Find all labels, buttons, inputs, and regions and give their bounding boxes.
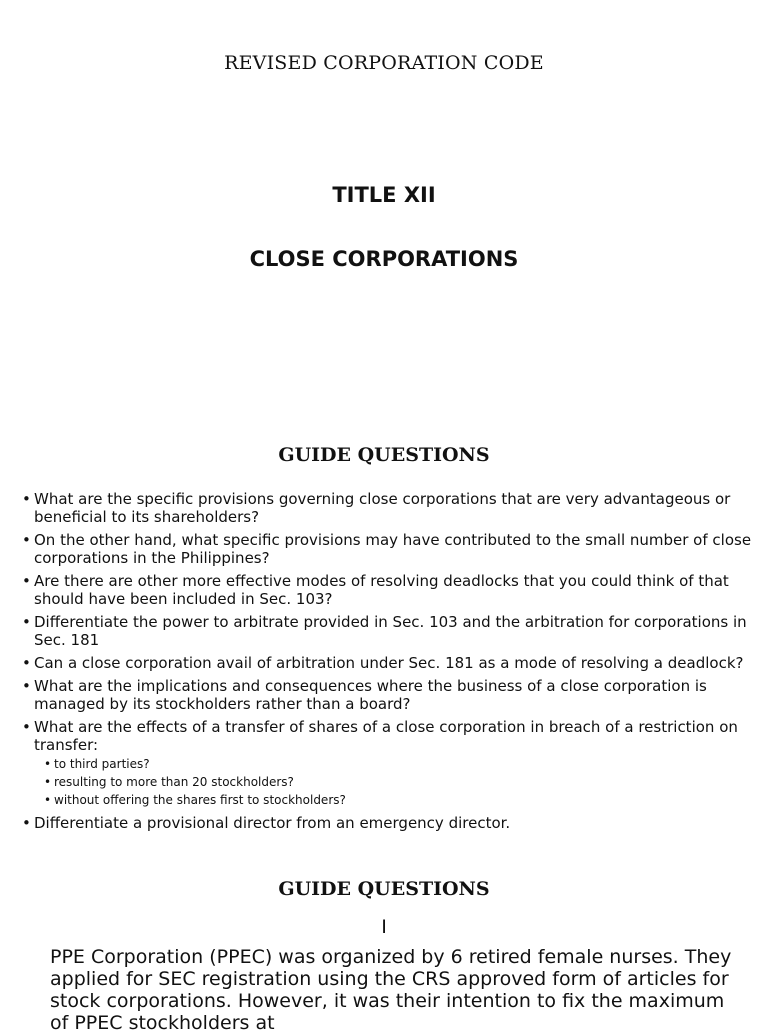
guide-questions-list xyxy=(22,490,762,837)
guide-questions-heading: GUIDE QUESTIONS xyxy=(278,444,490,466)
sub-questions-list xyxy=(44,755,762,809)
title-name: CLOSE CORPORATIONS xyxy=(249,247,519,271)
list-item: • What are the specific provisions governing close corporations that are very advantageous or beneficial to its shareholders? xyxy=(22,490,762,526)
list-item: • What are the implications and consequences where the business of a close corporation is managed by its stockholders rather than a board? xyxy=(22,677,762,713)
case-paragraph: PPE Corporation (PPEC) was organized by 6 retired female nurses. They applied for SEC registration using the CRS approved form of articles for stock corporations. However, it was their intention to fix the maximum of PPEC stockholders at xyxy=(50,946,732,1034)
sub-list-item: • to third parties? xyxy=(44,755,762,773)
list-item: • Differentiate the power to arbitrate provided in Sec. 103 and the arbitration for corporations in Sec. 181 xyxy=(22,613,762,649)
list-item-with-sublist xyxy=(22,718,762,809)
list-item: • Can a close corporation avail of arbitration under Sec. 181 as a mode of resolving a deadlock? xyxy=(22,654,762,672)
sub-list-item: • without offering the shares first to stockholders? xyxy=(44,791,762,809)
roman-numeral: I xyxy=(381,916,387,938)
list-item: • Are there are other more effective modes of resolving deadlocks that you could think of that should have been included in Sec. 103? xyxy=(22,572,762,608)
guide-questions-heading-2: GUIDE QUESTIONS xyxy=(278,878,490,900)
list-item: • Differentiate a provisional director from an emergency director. xyxy=(22,814,762,832)
list-item-text: What are the effects of a transfer of shares of a close corporation in breach of a restriction on transfer: xyxy=(34,718,738,754)
document-header: REVISED CORPORATION CODE xyxy=(224,52,544,74)
sub-list-item: • resulting to more than 20 stockholders? xyxy=(44,773,762,791)
list-item: • On the other hand, what specific provisions may have contributed to the small number of close corporations in the Philippines? xyxy=(22,531,762,567)
title-number: TITLE XII xyxy=(332,183,436,207)
